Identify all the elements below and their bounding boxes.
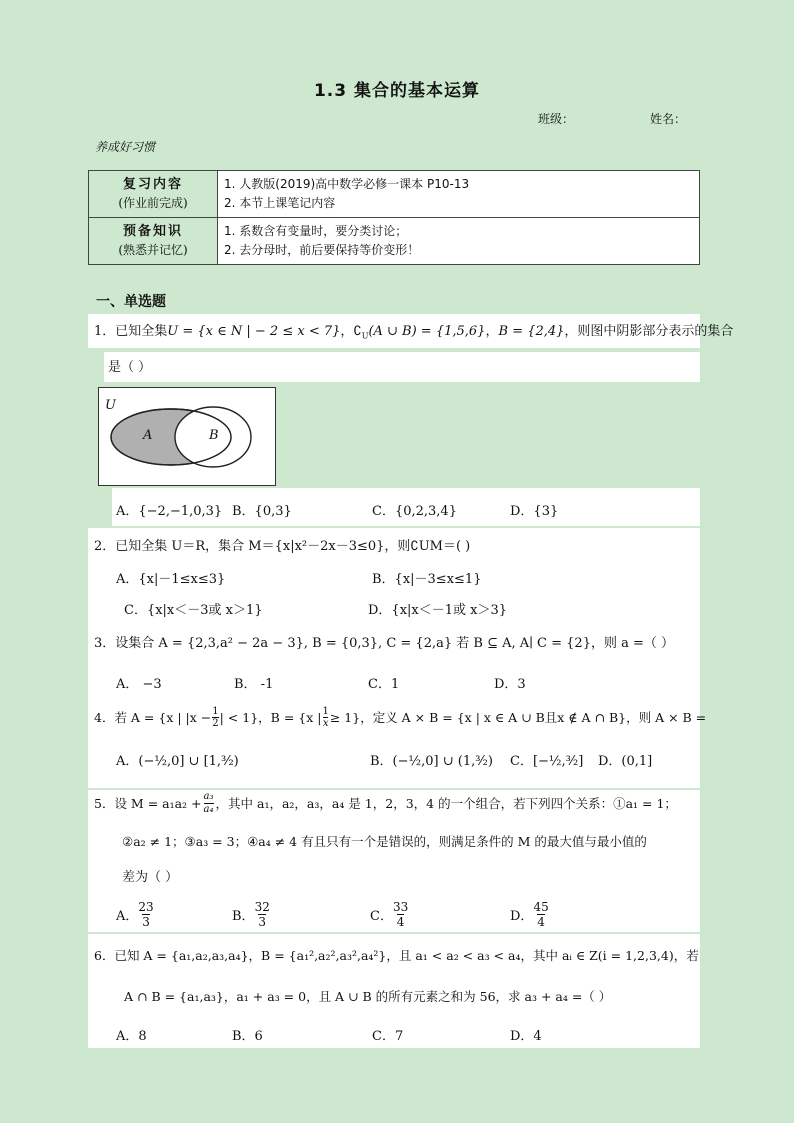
q5-frac — [204, 791, 214, 816]
q4-frac-half — [212, 706, 218, 729]
review-label-sub: (作业前完成) — [118, 196, 188, 210]
frac-num: a₃ — [203, 791, 214, 802]
review-line: 1. 系数含有变量时，要分类讨论； — [224, 224, 408, 238]
question-5-line1 — [94, 791, 677, 816]
name-label: 姓名： — [650, 112, 687, 126]
q5-option-d[interactable] — [510, 900, 549, 929]
question-5-line2: ②a₂ ≠ 1；③a₃ = 3；④a₄ ≠ 4 有且只有一个是错误的，则满足条件的 M 的最大值与最小值的 — [122, 834, 647, 849]
q1-part: ， — [485, 324, 499, 339]
frac-num: 1 — [212, 706, 219, 717]
venn-label-u: U — [105, 398, 116, 413]
frac-den: 3 — [142, 915, 150, 929]
frac-den: a₄ — [203, 804, 214, 815]
q6-option-a[interactable]: A．8 — [116, 1029, 147, 1044]
q5-option-a[interactable] — [116, 900, 154, 929]
option-frac — [255, 900, 270, 929]
q1-part: 1．已知全集 — [94, 324, 168, 339]
review-row-prep — [89, 218, 700, 265]
q1-option-b[interactable]: B．{0,3} — [232, 504, 292, 519]
frac-den: 3 — [258, 915, 267, 929]
question-6-line2: A ∩ B = {a₁,a₃}，a₁ + a₃ = 0，且 A ∪ B 的所有元素之和为 56，求 a₃ + a₄ =（ ） — [124, 989, 612, 1004]
q1-option-c[interactable]: C．{0,2,3,4} — [372, 504, 457, 519]
question-1-line2: 是（ ） — [108, 360, 152, 375]
q5-part: 5．设 M = a₁a₂ + — [94, 795, 202, 811]
option-frac — [533, 900, 548, 929]
q5-part: ，其中 a₁，a₂，a₃，a₄ 是 1，2，3，4 的一个组合，若下列四个关系：①a₁ = 1； — [215, 795, 677, 811]
frac-den: 4 — [396, 915, 405, 929]
q1-part: ， — [340, 324, 354, 339]
q6-option-c[interactable]: C．7 — [372, 1029, 404, 1044]
review-label-title: 预备知识 — [122, 224, 183, 239]
q2-option-b[interactable]: B．{x|－3≤x≤1} — [372, 572, 482, 587]
venn-svg — [99, 388, 275, 485]
q1-option-a[interactable]: A．{−2,−1,0,3} — [116, 504, 223, 519]
q4-option-d[interactable]: D．(0,1] — [598, 754, 653, 769]
frac-num: 45 — [533, 900, 549, 914]
review-label-title: 复习内容 — [122, 177, 183, 192]
q4-option-c[interactable]: C．[−½,³⁄₂] — [510, 754, 584, 769]
q1-part: ，则图中阴影部分表示的集合 — [564, 324, 734, 339]
q3-option-b[interactable]: B． -1 — [234, 677, 274, 692]
frac-num: 33 — [392, 900, 409, 914]
frac-den: 4 — [537, 915, 545, 929]
frac-den: 2 — [212, 718, 219, 729]
venn-label-a: A — [143, 428, 153, 443]
q4-option-a[interactable]: A．(−½,0] ∪ [1,³⁄₂) — [116, 754, 239, 769]
q2-q4-bg — [88, 528, 700, 788]
section-heading: 一、单选题 — [96, 294, 166, 310]
question-4-text — [94, 706, 706, 729]
review-row-label — [89, 218, 218, 265]
habit-label: 养成好习惯 — [95, 140, 156, 154]
option-letter: B． — [232, 909, 255, 924]
q4-part: 4．若 A = {x | |x − — [94, 709, 212, 725]
q1-setB: B = {2,4} — [498, 324, 565, 339]
frac-den: x — [322, 718, 329, 729]
option-letter: D． — [510, 909, 534, 924]
q6-option-b[interactable]: B．6 — [232, 1029, 263, 1044]
q2-option-c[interactable]: C．{x|x＜－3或 x＞1} — [124, 603, 263, 618]
q6-option-d[interactable]: D．4 — [510, 1029, 542, 1044]
q1-universe: U = {x ∈ N | − 2 ≤ x < 7} — [167, 324, 341, 339]
q5-option-b[interactable] — [232, 900, 270, 929]
q1-complement: (A ∪ B) = {1,5,6} — [368, 324, 486, 339]
q3-option-d[interactable]: D．3 — [494, 677, 526, 692]
question-5-line3: 差为（ ） — [122, 870, 179, 885]
question-1-text: 1．已知全集U = {x ∈ N | − 2 ≤ x < 7}，$∁_U(A$ ∪ B) = {1,5,6}，B = {2,4}，则图中阴影部分表示的集合 — [94, 324, 734, 341]
frac-num: 1 — [322, 706, 329, 717]
review-row-label — [89, 171, 218, 218]
option-letter: C． — [370, 909, 393, 924]
venn-label-b: B — [209, 428, 219, 443]
review-label-sub: (熟悉并记忆) — [118, 243, 188, 257]
page-title: 1.3 集合的基本运算 — [313, 81, 481, 101]
review-row-content-cell — [218, 218, 700, 265]
q4-part: | < 1}，B = {x | — [219, 709, 322, 725]
q4-option-b[interactable]: B．(−½,0] ∪ (1,³⁄₂) — [370, 754, 493, 769]
frac-num: 32 — [254, 900, 270, 914]
complement-symbol: ∁ — [353, 324, 362, 339]
review-table — [88, 170, 700, 265]
question-3-text: 3．设集合 A = {2,3,a² − 2a − 3}, B = {0,3}, C = {2,a} 若 B ⊆ A, A∣ C = {2}，则 a =（ ） — [94, 636, 675, 651]
option-frac — [393, 900, 408, 929]
review-line: 1. 人教版(2019)高中数学必修一课本 P10-13 — [224, 177, 470, 191]
option-letter: A． — [116, 909, 139, 924]
review-row-content — [89, 171, 700, 218]
frac-num: 23 — [138, 900, 154, 914]
review-line: 2. 本节上课笔记内容 — [224, 196, 336, 210]
q5-option-c[interactable] — [370, 900, 408, 929]
option-frac — [138, 900, 153, 929]
question-6-line1: 6．已知 A = {a₁,a₂,a₃,a₄}，B = {a₁²,a₂²,a₃²,a₄²}，且 a₁ < a₂ < a₃ < a₄，其中 aᵢ ∈ Z(i = 1,2,3,4)，若 — [94, 948, 699, 963]
review-line: 2. 去分母时，前后要保持等价变形！ — [224, 243, 420, 257]
q1-option-d[interactable]: D．{3} — [510, 504, 559, 519]
q2-option-a[interactable]: A．{x|－1≤x≤3} — [116, 572, 226, 587]
q2-option-d[interactable]: D．{x|x＜－1或 x＞3} — [368, 603, 508, 618]
q1-line2-bg — [104, 352, 700, 382]
venn-diagram — [98, 387, 276, 486]
q4-frac-inv — [322, 706, 328, 729]
q3-option-c[interactable]: C．1 — [368, 677, 400, 692]
review-row-content-cell — [218, 171, 700, 218]
question-2-text: 2．已知全集 U＝R，集合 M＝{x|x²－2x－3≤0}，则∁UM＝( ) — [94, 539, 471, 554]
q3-option-a[interactable]: A． −3 — [116, 677, 162, 692]
class-label: 班级： — [538, 112, 575, 126]
q4-part: ≥ 1}，定义 A × B = {x | x ∈ A ∪ B且x ∉ A ∩ B}，则 A × B = — [329, 709, 707, 725]
